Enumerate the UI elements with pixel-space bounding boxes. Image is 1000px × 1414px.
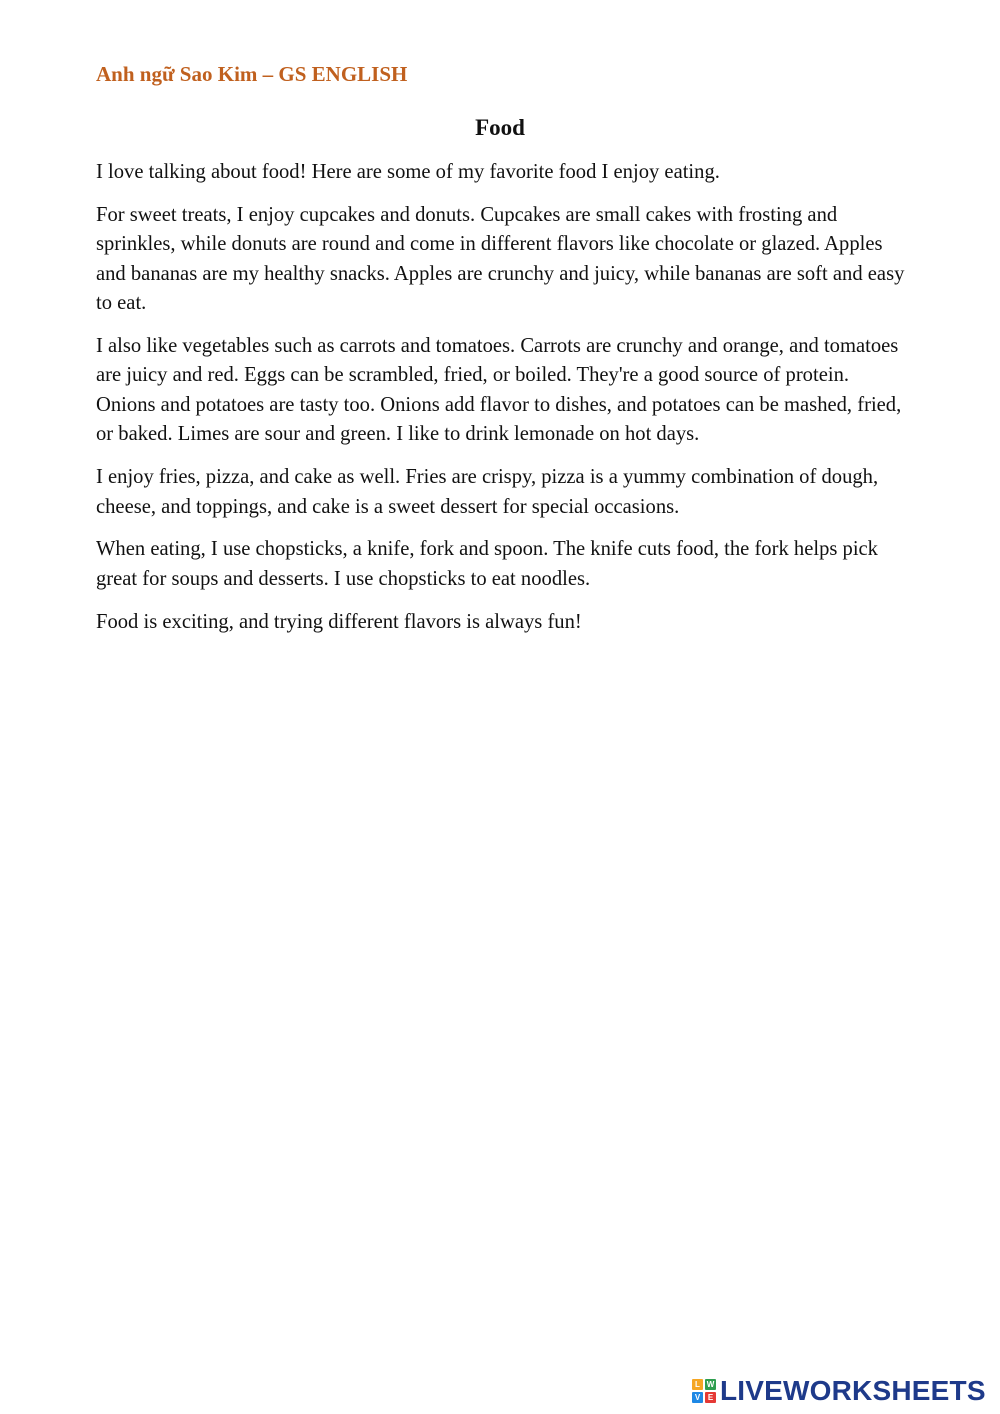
brand-header: Anh ngữ Sao Kim – GS ENGLISH [96, 62, 408, 86]
paragraph-conclusion: Food is exciting, and trying different flavors is always fun! [96, 610, 582, 633]
paragraph-fast-food: I enjoy fries, pizza, and cake as well. Fries are crispy, pizza is a yummy combination of dough, cheese, and toppings, and cake is a sweet dessert for special occasions. [96, 466, 879, 518]
liveworksheets-logo[interactable] [692, 1374, 986, 1408]
paragraph-utensils: When eating, I use chopsticks, a knife, fork and spoon. The knife cuts food, the fork helps pick great for soups and desserts. I use chopsticks to eat noodles. [96, 538, 878, 590]
logo-tile-2: W [706, 1380, 715, 1389]
document-title: Food [475, 115, 525, 140]
paragraph-intro: I love talking about food! Here are some of my favorite food I enjoy eating. [96, 161, 720, 183]
paragraph-sweet-treats: For sweet treats, I enjoy cupcakes and donuts. Cupcakes are small cakes with frosting and sprinkles, while donuts are round and come in different flavors like chocolate or glazed. Apples and bananas are my healthy snacks. Apples are crunchy and juicy, while bananas are soft and easy to eat. [96, 203, 905, 315]
logo-tile-1: L [692, 1379, 703, 1390]
document-body [96, 158, 912, 651]
liveworksheets-logo-text: LIVEWORKSHEETS [720, 1375, 986, 1406]
paragraph-vegetables: I also like vegetables such as carrots and tomatoes. Carrots are crunchy and orange, and tomatoes are juicy and red. Eggs can be scrambled, fried, or boiled. They're a good source of protein. Onions and potatoes are tasty too. Onions add flavor to dishes, and potatoes can be mashed, fried, or baked. Limes are sour and green. I like to drink lemonade on hot days. [96, 335, 902, 446]
logo-tile-4: E [705, 1392, 716, 1403]
liveworksheets-logo-icon [692, 1379, 716, 1403]
logo-tile-3: V [692, 1392, 703, 1403]
